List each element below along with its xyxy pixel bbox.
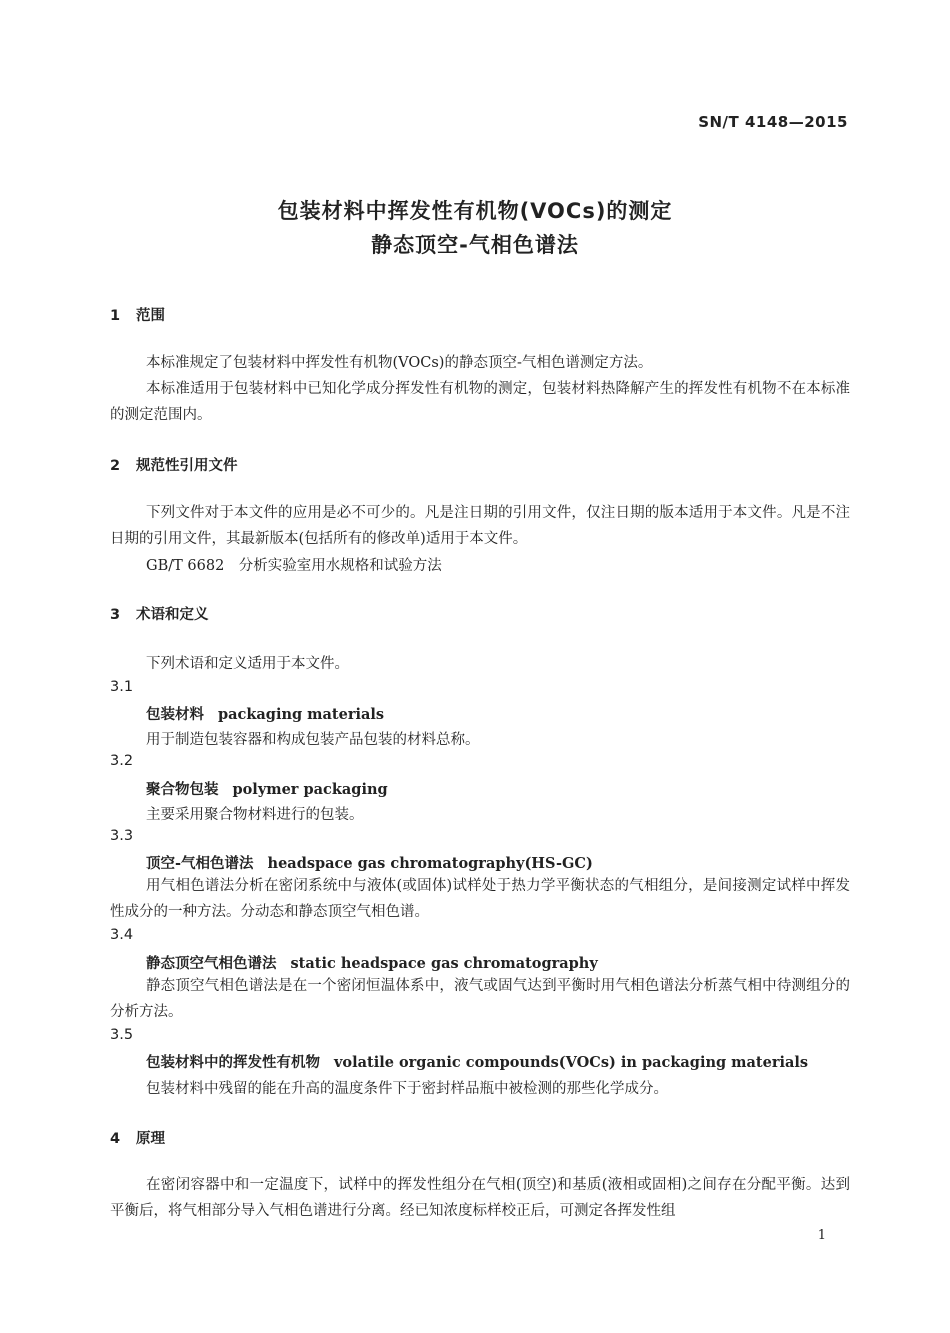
term-heading (146, 703, 384, 724)
term-en: packaging materials (218, 706, 385, 723)
section-number: 1 (110, 308, 121, 324)
section-3-heading (110, 603, 209, 624)
paragraph: 在密闭容器中和一定温度下，试样中的挥发性组分在气相(顶空)和基质(液相或固相)之间存在分配平衡。达到平衡后，将气相部分导入气相色谱进行分离。经已知浓度标样校正后，可测定各挥发性组 (110, 1177, 850, 1219)
term-zh: 聚合物包装 (146, 782, 219, 798)
paragraph: 下列文件对于本文件的应用是必不可少的。凡是注日期的引用文件，仅注日期的版本适用于本文件。凡是不注日期的引用文件，其最新版本(包括所有的修改单)适用于本文件。 (110, 505, 850, 547)
term-definition: 包装材料中残留的能在升高的温度条件下于密封样品瓶中被检测的那些化学成分。 (146, 1081, 668, 1097)
term-heading (146, 952, 598, 973)
document-subtitle: 静态顶空-气相色谱法 (371, 233, 579, 257)
document-title: 包装材料中挥发性有机物(VOCs)的测定 (277, 199, 673, 223)
page-number: 1 (817, 1228, 826, 1243)
reference-item: GB/T 6682 分析实验室用水规格和试验方法 (146, 558, 442, 574)
term-zh: 顶空-气相色谱法 (146, 856, 254, 872)
term-en: volatile organic compounds(VOCs) in packaging materials (334, 1054, 809, 1071)
section-number: 4 (110, 1131, 121, 1147)
term-definition: 主要采用聚合物材料进行的包装。 (146, 807, 364, 823)
term-en: polymer packaging (232, 781, 388, 798)
term-en: headspace gas chromatography(HS-GC) (267, 855, 593, 872)
term-definition: 静态顶空气相色谱法是在一个密闭恒温体系中，液气或固气达到平衡时用气相色谱法分析蒸气相中待测组分的分析方法。 (110, 978, 850, 1020)
section-number: 3 (110, 607, 121, 623)
term-en: static headspace gas chromatography (290, 955, 598, 972)
term-definition: 用气相色谱法分析在密闭系统中与液体(或固体)试样处于热力学平衡状态的气相组分，是间接测定试样中挥发性成分的一种方法。分动态和静态顶空气相色谱。 (110, 878, 850, 920)
term-number: 3.1 (110, 679, 134, 695)
term-zh: 包装材料 (146, 707, 204, 723)
section-2-heading (110, 454, 238, 475)
paragraph: 本标准适用于包装材料中已知化学成分挥发性有机物的测定，包装材料热降解产生的挥发性有机物不在本标准的测定范围内。 (110, 381, 850, 423)
term-number: 3.4 (110, 927, 134, 943)
term-heading (146, 852, 593, 873)
section-number: 2 (110, 458, 121, 474)
term-number: 3.3 (110, 828, 134, 844)
section-title: 原理 (136, 1131, 165, 1147)
term-heading (146, 778, 388, 799)
term-heading (146, 1051, 808, 1072)
paragraph: 本标准规定了包装材料中挥发性有机物(VOCs)的静态顶空-气相色谱测定方法。 (146, 355, 653, 371)
paragraph: 下列术语和定义适用于本文件。 (146, 656, 349, 672)
term-definition: 用于制造包装容器和构成包装产品包装的材料总称。 (146, 732, 480, 748)
standard-code: SN/T 4148—2015 (698, 113, 848, 131)
section-4-heading (110, 1127, 165, 1148)
term-zh: 包装材料中的挥发性有机物 (146, 1055, 320, 1071)
section-1-heading (110, 304, 165, 325)
term-number: 3.5 (110, 1027, 134, 1043)
section-title: 规范性引用文件 (136, 458, 238, 474)
term-number: 3.2 (110, 753, 134, 769)
section-title: 范围 (136, 308, 165, 324)
term-zh: 静态顶空气相色谱法 (146, 956, 277, 972)
section-title: 术语和定义 (136, 607, 209, 623)
